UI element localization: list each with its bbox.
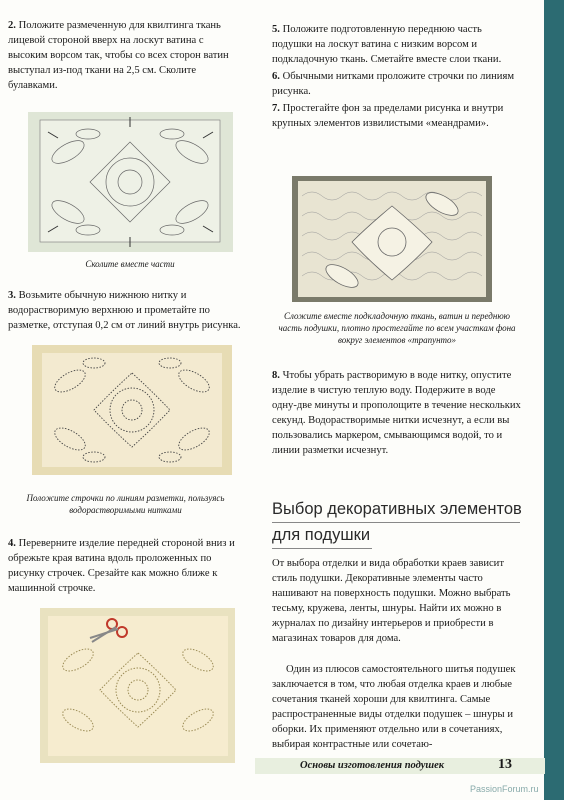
step-text: Возьмите обычную нижнюю нитку и водорастворимую верхнюю и прометайте по разметке, отступая 0,2 см от линий внутрь рисунка.	[8, 290, 241, 331]
step-text: Простегайте фон за пределами рисунка и внутри крупных элементов извилистыми «меандрами».	[272, 103, 504, 129]
steps-5-7	[272, 22, 522, 133]
step-2	[8, 18, 243, 95]
step-5	[272, 22, 522, 67]
figure-caption: Сколите вместе части	[85, 259, 175, 269]
step-number: 8.	[272, 370, 280, 381]
section-heading-line1: Выбор декоративных элементов	[272, 500, 522, 518]
step-number: 6.	[272, 71, 280, 82]
step-4	[8, 536, 243, 598]
step-text: Положите подготовленную переднюю часть подушки на лоскут ватина с низким ворсом и подкладочную ткань. Сметайте вместе слои ткани.	[272, 24, 502, 65]
step-7	[272, 101, 522, 131]
step-text: Обычными нитками проложите строчки по линиям рисунка.	[272, 71, 515, 97]
figure-trim-batting	[40, 608, 235, 763]
step-6	[272, 69, 522, 99]
page-edge-strip	[544, 0, 564, 800]
heading-underline	[272, 522, 520, 523]
step-3	[8, 288, 243, 335]
figure-caption: Положите строчки по линиям разметки, пользуясь водорастворимыми нитками	[26, 493, 225, 515]
step-number: 2.	[8, 20, 16, 31]
step-number: 4.	[8, 538, 16, 549]
step-number: 5.	[272, 24, 280, 35]
figure-caption: Сложите вместе подкладочную ткань, ватин и переднюю часть подушки, плотно простегайте по всем участкам фона вокруг элементов «трапунто»	[278, 311, 516, 345]
step-number: 3.	[8, 290, 16, 301]
page-number: 13	[498, 757, 512, 772]
step-8	[272, 368, 522, 460]
section-heading-line2: для подушки	[272, 526, 371, 544]
heading-underline	[272, 548, 372, 549]
watermark: PassionForum.ru	[470, 784, 539, 794]
figure-stitch-lines	[32, 345, 232, 475]
step-number: 7.	[272, 103, 280, 114]
figure-quilted-background	[292, 176, 492, 302]
step-text: Положите размеченную для квилтинга ткань лицевой стороной вверх на лоскут ватина с высоким ворсом так, чтобы со всех сторон ватин выступал из-под ткани на 2,5 см. Сколите булавками.	[8, 20, 229, 91]
figure-pin-layers	[28, 112, 233, 252]
running-footer: Основы изготовления подушек	[300, 760, 445, 771]
section-paragraph-1: От выбора отделки и вида обработки краев зависит стиль подушки. Декоративные элементы часто нашивают на поверхность подушки. Можно выбрать тесьму, кружева, ленты, шнуры. Найти их можно в журналах по дизайну интерьеров и приобрести в магазинах товаров для дома.	[272, 558, 511, 644]
step-text: Переверните изделие передней стороной вниз и обрежьте края ватина вдоль проложенных по рисунку строчек. Срезайте как можно ближе к машинной строчке.	[8, 538, 235, 594]
section-paragraph-2: Один из плюсов самостоятельного шитья подушек заключается в том, что любая отделка краев и любые сочетания тканей хороши для квилтинга. Самые распространенные виды отделки подушек – шнуры и оборки. Их применяют отдельно или в сочетаниях, выбирая контрастные или сочетаю-	[272, 664, 516, 750]
step-text: Чтобы убрать растворимую в воде нитку, опустите изделие в чистую теплую воду. Подержите в воде одну-две минуты и прополощите в течение нескольких секунд. Водорастворимые нитки исчезнут, а если вы пользовались маркером, смывающимся водой, то и линии разметки исчезнут.	[272, 370, 521, 456]
